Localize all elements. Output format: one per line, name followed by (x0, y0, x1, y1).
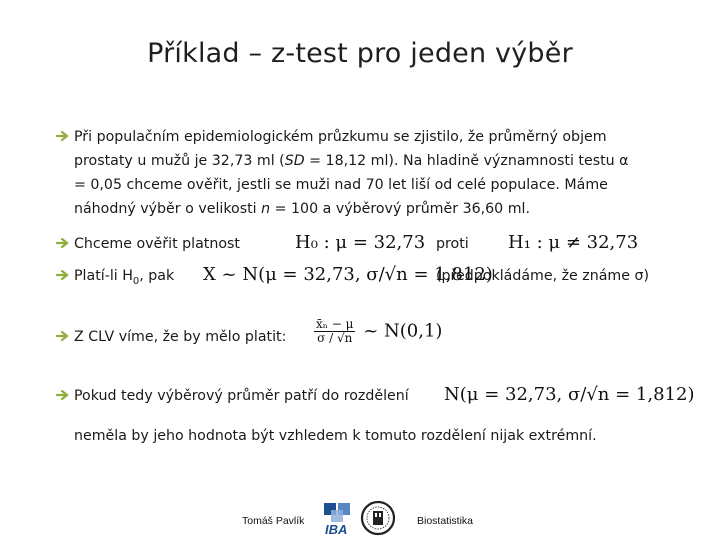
bullet-arrow-icon (56, 130, 70, 142)
footer-subject: Biostatistika (417, 515, 474, 527)
footer-author: Tomáš Pavlík (242, 515, 305, 527)
bullet-arrow-icon (56, 237, 70, 249)
null-hypothesis: H₀ : μ = 32,73 (295, 232, 426, 253)
problem-line-3: = 0,05 chceme ověřit, jestli se muži nad 70 let liší od celé populace. Máme (74, 177, 608, 193)
hypotheses-label: Chceme ověřit platnost (74, 236, 240, 252)
alternative-hypothesis: H₁ : μ ≠ 32,73 (508, 232, 639, 253)
bullet-arrow-icon (56, 389, 70, 401)
bullet-arrow-icon (56, 269, 70, 281)
distribution-formula: X ~ N(μ = 32,73, σ/√n = 1,812) (203, 264, 493, 285)
conclusion-formula: N(μ = 32,73, σ/√n = 1,812) (444, 384, 695, 405)
distribution-label-b: , pak (139, 268, 175, 284)
problem-line-1: Při populačním epidemiologickém průzkumu se zjistilo, že průměrný objem (74, 129, 607, 145)
clt-label: Z CLV víme, že by mělo platit: (74, 329, 287, 345)
z-denominator: σ / √n (317, 331, 353, 345)
conclusion-line-1: Pokud tedy výběrový průměr patří do rozdělení (74, 388, 409, 404)
problem-line-4: náhodný výběr o velikosti n = 100 a výběrový průměr 36,60 ml. (74, 201, 530, 217)
bullet-problem-statement (74, 125, 674, 221)
z-fraction (314, 318, 355, 345)
distribution-label-sub: 0 (132, 275, 140, 287)
assumption-note: (předpokládáme, že známe σ) (436, 268, 650, 284)
iba-logo-text: IBA (325, 522, 348, 536)
slide-title: Příklad – z-test pro jeden výběr (147, 38, 573, 69)
conclusion-line-2: neměla by jeho hodnota být vzhledem k tomuto rozdělení nijak extrémní. (74, 428, 597, 444)
distribution-label-a: Platí-li H (74, 268, 133, 284)
standard-normal: ~ N(0,1) (363, 320, 443, 342)
standardized-statistic (312, 318, 442, 345)
iba-logo-icon (322, 500, 356, 536)
bullet-arrow-icon (56, 330, 70, 342)
z-numerator: x̄ₙ − μ (316, 317, 354, 331)
problem-line-2: prostaty u mužů je 32,73 ml (SD = 18,12 ml). Na hladině významnosti testu α (74, 153, 629, 169)
university-seal-icon (360, 500, 396, 536)
proti-label: proti (436, 236, 469, 252)
